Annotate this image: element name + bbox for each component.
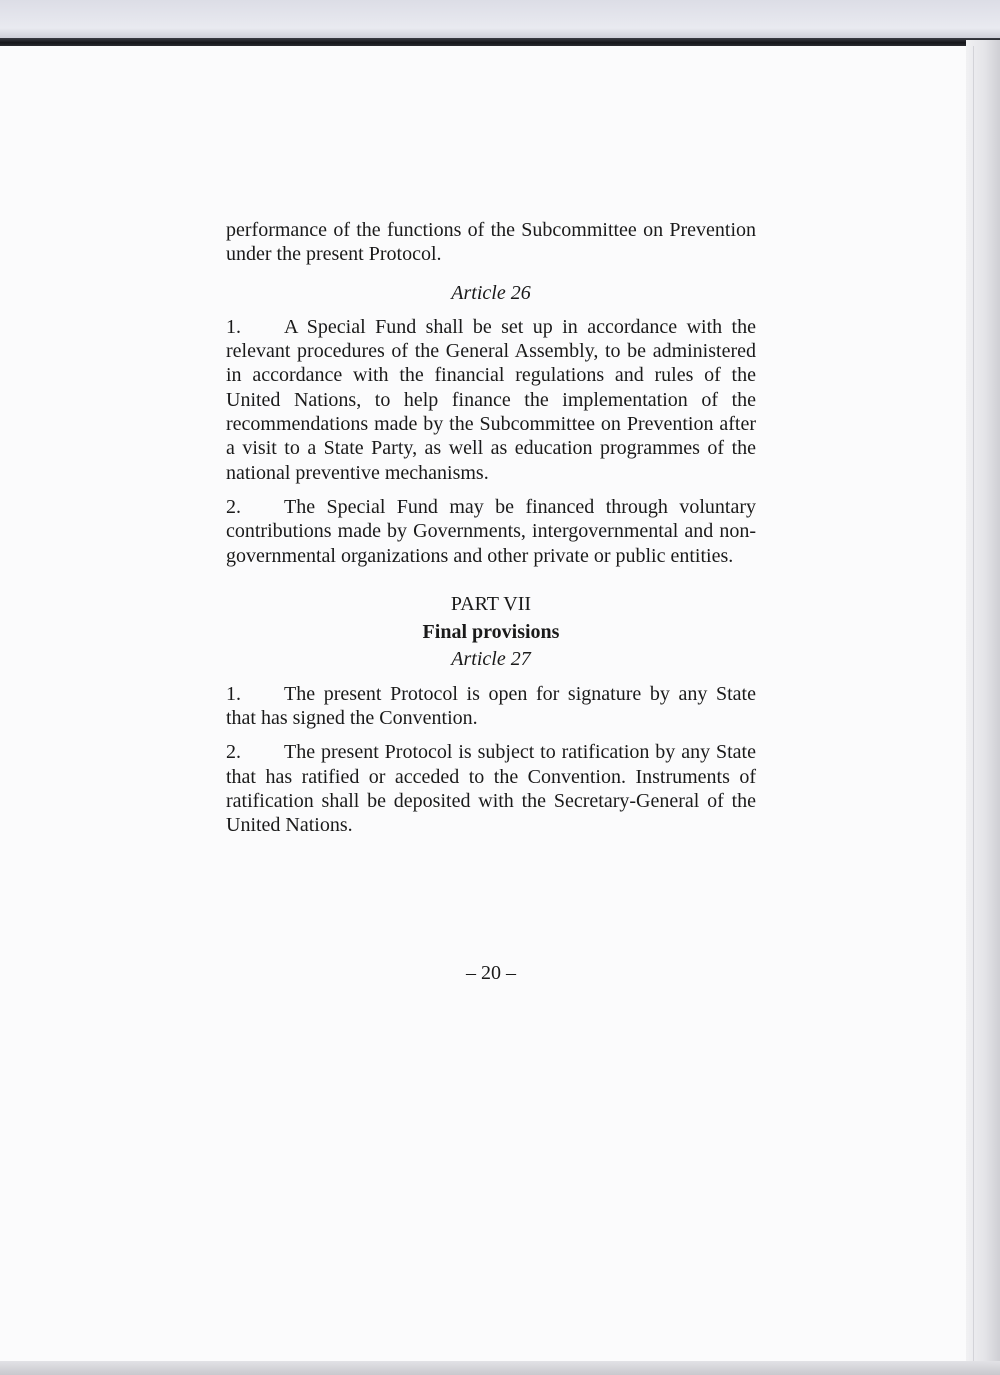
paragraph-number: 2. [226, 495, 241, 518]
paragraph-text: The present Protocol is open for signature by any State that has signed the Convention. [226, 682, 756, 730]
article-27-paragraph-2 [226, 740, 756, 837]
part-heading: PART VII [450, 592, 532, 615]
paragraph-text: The Special Fund may be financed through voluntary contributions made by Governments, intergovernmental and non-governmental organizations and other private or public entities. [226, 495, 756, 567]
article-26-paragraph-2 [226, 495, 756, 568]
paragraph-number: 1. [226, 315, 241, 338]
page-number: – 20 – [466, 962, 516, 984]
article-26-heading: Article 26 [451, 281, 531, 304]
document-body [226, 218, 756, 848]
scan-bottom-shadow [0, 1361, 1000, 1375]
article-27-paragraph-1 [226, 682, 756, 731]
scan-top-band [0, 0, 1000, 40]
paragraph-text: The present Protocol is subject to ratification by any State that has ratified or acceded to the Convention. Instruments of ratification shall be deposited with the Secretary-General of the United Nations. [226, 741, 756, 837]
paragraph-text: A Special Fund shall be set up in accordance with the relevant procedures of the General Assembly, to be administered in accordance with the financial regulations and rules of the United Nations, to help finance the implementation of the recommendations made by the Subcommittee on Prevention after a visit to a State Party, as well as education programmes of the national preventive mechanisms. [226, 315, 756, 484]
scan-top-edge [0, 38, 1000, 46]
scan-right-edge [966, 40, 1000, 1375]
intro-continuation-paragraph: performance of the functions of the Subcommittee on Prevention under the present Protocol. [226, 219, 756, 266]
article-27-heading: Article 27 [451, 648, 531, 671]
section-heading: Final provisions [422, 621, 560, 644]
paragraph-number: 2. [226, 741, 241, 764]
scan-right-line [973, 46, 974, 1375]
paragraph-number: 1. [226, 682, 241, 705]
article-26-paragraph-1 [226, 315, 756, 485]
